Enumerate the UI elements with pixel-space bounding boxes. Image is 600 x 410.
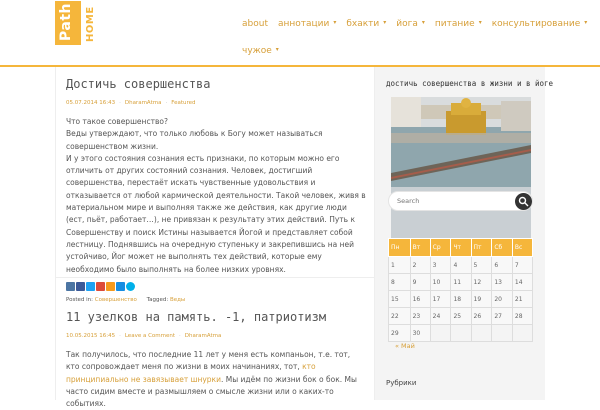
calendar-weekday: Ср bbox=[430, 239, 451, 257]
post-divider bbox=[56, 277, 376, 278]
chevron-down-icon: ▾ bbox=[383, 19, 387, 26]
calendar-day: 27 bbox=[492, 308, 513, 325]
odnoklassniki-icon[interactable] bbox=[106, 282, 115, 291]
calendar-week bbox=[389, 291, 533, 308]
calendar-day: 11 bbox=[451, 274, 471, 291]
calendar-day: 2 bbox=[410, 257, 430, 274]
posted-in-label: Posted in: bbox=[66, 296, 93, 303]
nav-item-2[interactable] bbox=[278, 19, 336, 33]
nav-row-2 bbox=[242, 46, 289, 60]
inline-link[interactable]: кто принципиально не завязывает шнурки bbox=[66, 362, 316, 384]
calendar-days bbox=[389, 257, 533, 342]
calendar-weekday: Чт bbox=[451, 239, 471, 257]
calendar-day: 22 bbox=[389, 308, 411, 325]
calendar bbox=[388, 238, 533, 342]
livejournal-icon[interactable] bbox=[126, 282, 135, 291]
calendar-day: 21 bbox=[512, 291, 532, 308]
post-text: . Мы идём по жизни бок о бок. Мы часто сидим вместе и размышляем о смысле жизни или о каких-то событиях. bbox=[66, 374, 357, 409]
calendar-day: 20 bbox=[492, 291, 513, 308]
calendar-day: 5 bbox=[471, 257, 492, 274]
comment-link[interactable]: Leave a Comment bbox=[124, 333, 176, 339]
calendar-day: 28 bbox=[512, 308, 532, 325]
search-icon bbox=[518, 196, 529, 207]
calendar-day: 26 bbox=[471, 308, 492, 325]
chevron-down-icon: ▾ bbox=[478, 19, 482, 26]
vk-icon[interactable] bbox=[66, 282, 75, 291]
post-1 bbox=[66, 77, 376, 303]
calendar-day: 6 bbox=[492, 257, 513, 274]
calendar-day: 17 bbox=[430, 291, 451, 308]
calendar-day: 12 bbox=[471, 274, 492, 291]
post-author[interactable]: DharamAtma bbox=[124, 100, 162, 106]
calendar-day: 19 bbox=[471, 291, 492, 308]
calendar-day: 7 bbox=[512, 257, 532, 274]
calendar-weekday: Вт bbox=[410, 239, 430, 257]
post-paragraph: Веды утверждают, что только любовь к Богу может называться совершенством жизни. bbox=[66, 129, 323, 151]
nav-item-4[interactable] bbox=[396, 19, 425, 33]
chevron-down-icon: ▾ bbox=[584, 19, 588, 26]
calendar-day: 16 bbox=[410, 291, 430, 308]
nav-item-label: йога bbox=[396, 19, 418, 29]
nav-item-6[interactable] bbox=[492, 19, 588, 33]
calendar-weekday: Пт bbox=[471, 239, 492, 257]
google-plus-icon[interactable] bbox=[96, 282, 105, 291]
nav-item-7[interactable] bbox=[242, 46, 279, 60]
post-meta: 10.05.2015 16:45 · Leave a Comment · DharamAtma bbox=[66, 333, 222, 339]
calendar-day: 29 bbox=[389, 325, 411, 342]
nav-item-label: аннотации bbox=[277, 19, 330, 29]
golden-temple-image bbox=[391, 97, 531, 241]
search-input[interactable] bbox=[397, 197, 507, 205]
nav-item-label: консультирование bbox=[491, 19, 581, 29]
nav-item-label: питание bbox=[434, 19, 475, 29]
logo-secondary-text: HOME bbox=[85, 6, 96, 42]
calendar-weekday: Вс bbox=[512, 239, 532, 257]
chevron-down-icon: ▾ bbox=[421, 19, 425, 26]
post-body bbox=[66, 349, 366, 410]
post-date[interactable]: 05.07.2014 16:43 bbox=[66, 100, 116, 106]
logo-home-block bbox=[83, 1, 100, 45]
twitter-icon[interactable] bbox=[86, 282, 95, 291]
categories-heading: Рубрики bbox=[386, 379, 417, 387]
post-paragraph: И у этого состояния сознания есть признаки, по которым можно его отличить от других состояний сознания. Человек, достигший совершенства, перестаёт искать чувственные удовольствия и отказывается от любой кармической деятельности. Такой человек, живя в материальном мире и выполняя также же действия, как другие люди (ест, пьёт, работает…), не привязан к результату этих действий. Путь к Совершенству и поиск Истины называется Йогой и представляет собой лестницу. Поднявшись на очередную ступеньку и закрепившись на ней устойчиво, Йог может не выполнять тех действий, которые ему необходимо было выполнять на более низких уровнях. bbox=[66, 153, 366, 274]
calendar-day: 9 bbox=[410, 274, 430, 291]
calendar-day: 1 bbox=[389, 257, 411, 274]
calendar-day: 13 bbox=[492, 274, 513, 291]
calendar-weekday: Сб bbox=[492, 239, 513, 257]
calendar-day: 18 bbox=[451, 291, 471, 308]
post-author[interactable]: DharamAtma bbox=[184, 333, 222, 339]
calendar-day: 15 bbox=[389, 291, 411, 308]
post-category[interactable]: Featured bbox=[171, 100, 196, 106]
calendar-day: 8 bbox=[389, 274, 411, 291]
calendar-day: 4 bbox=[451, 257, 471, 274]
post-paragraph: Что такое совершенство? bbox=[66, 117, 168, 126]
calendar-day bbox=[492, 325, 513, 342]
post-title[interactable]: 11 узелков на память. -1, патриотизм bbox=[66, 310, 327, 324]
nav-item-5[interactable] bbox=[435, 19, 482, 33]
calendar-day: 25 bbox=[451, 308, 471, 325]
nav-item-1[interactable] bbox=[242, 19, 268, 33]
search-box bbox=[388, 191, 533, 211]
post-taxonomy bbox=[66, 297, 376, 303]
site-logo[interactable] bbox=[55, 1, 100, 45]
post-body bbox=[66, 116, 366, 276]
sidebar bbox=[375, 67, 554, 400]
chevron-down-icon: ▾ bbox=[275, 46, 279, 53]
post-text: Так получилось, что последние 11 лет у меня есть компаньон, т.е. тот, кто сопровождает меня по жизни в моих начинаниях, тот, bbox=[66, 350, 351, 372]
logo-primary-text: Path bbox=[58, 3, 74, 41]
calendar-day: 3 bbox=[430, 257, 451, 274]
calendar-day bbox=[471, 325, 492, 342]
calendar-day bbox=[430, 325, 451, 342]
nav-item-label: чужое bbox=[242, 46, 272, 56]
calendar-day bbox=[512, 325, 532, 342]
mailru-icon[interactable] bbox=[116, 282, 125, 291]
calendar-day: 30 bbox=[410, 325, 430, 342]
main-nav bbox=[242, 19, 597, 56]
nav-item-3[interactable] bbox=[346, 19, 386, 33]
calendar-day: 10 bbox=[430, 274, 451, 291]
nav-row-1 bbox=[242, 19, 597, 33]
calendar-day: 14 bbox=[512, 274, 532, 291]
content-area bbox=[55, 67, 375, 409]
sidebar-title: достичь совершенства в жизни и в йоге bbox=[386, 79, 554, 88]
calendar-week bbox=[389, 274, 533, 291]
calendar-prev-link[interactable]: « Май bbox=[395, 342, 415, 350]
calendar-week bbox=[389, 308, 533, 325]
calendar-day: 23 bbox=[410, 308, 430, 325]
calendar-day bbox=[451, 325, 471, 342]
nav-item-label: бхакти bbox=[346, 19, 380, 29]
calendar-week bbox=[389, 325, 533, 342]
tagged-label: Tagged: bbox=[146, 296, 169, 303]
search-button[interactable] bbox=[515, 193, 532, 210]
nav-item-label: about bbox=[242, 19, 268, 29]
facebook-icon[interactable] bbox=[76, 282, 85, 291]
chevron-down-icon: ▾ bbox=[333, 19, 337, 26]
calendar-week bbox=[389, 257, 533, 274]
post-meta: 05.07.2014 16:43 · DharamAtma · Featured bbox=[66, 100, 196, 106]
calendar-weekday: Пн bbox=[389, 239, 411, 257]
posted-in-link[interactable]: Совершенство bbox=[94, 296, 137, 303]
calendar-weekdays bbox=[389, 239, 533, 257]
tag-link[interactable]: Веды bbox=[169, 296, 186, 303]
share-buttons bbox=[66, 282, 376, 291]
post-date[interactable]: 10.05.2015 16:45 bbox=[66, 333, 116, 339]
logo-path-block bbox=[55, 1, 81, 45]
calendar-day: 24 bbox=[430, 308, 451, 325]
post-title[interactable]: Достичь совершенства bbox=[66, 77, 211, 91]
post-2 bbox=[66, 310, 376, 410]
site-header bbox=[0, 0, 600, 67]
